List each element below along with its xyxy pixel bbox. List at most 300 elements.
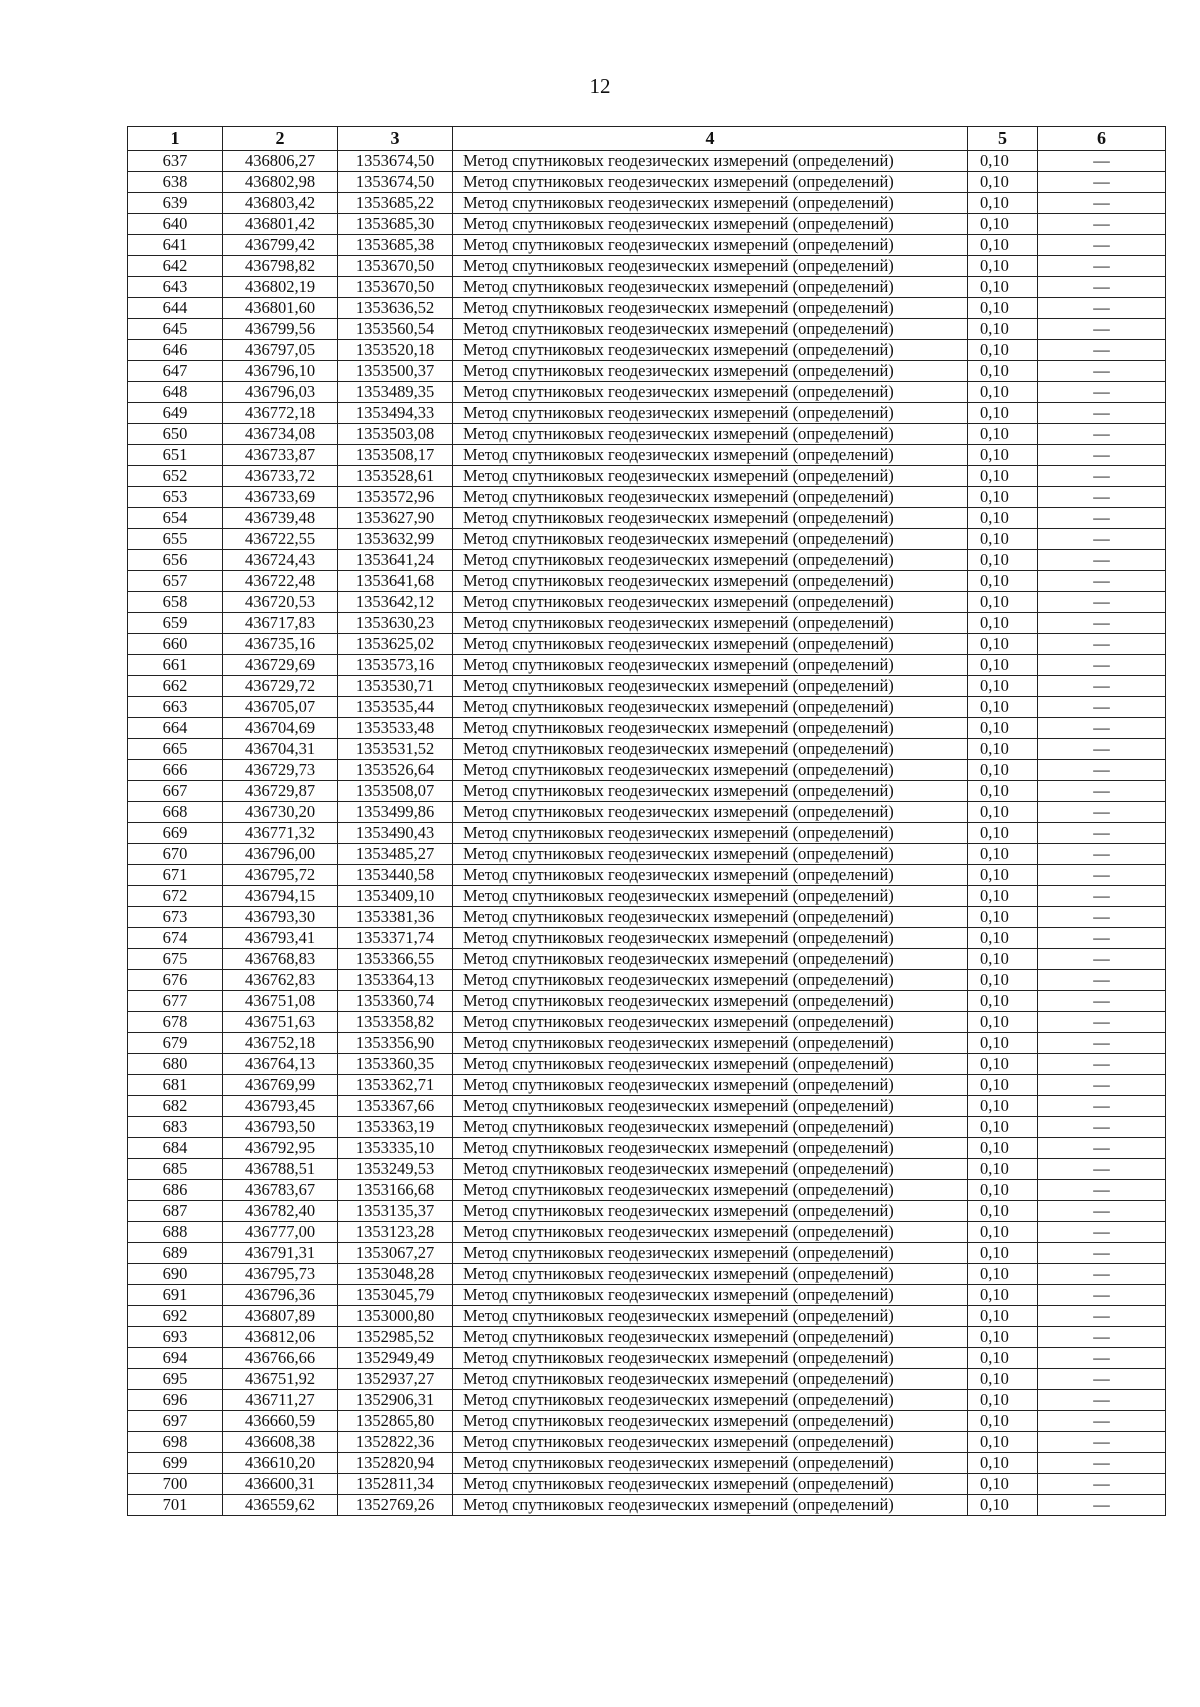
x-coordinate-cell: 436705,07 — [223, 697, 338, 718]
y-coordinate-cell: 1353627,90 — [338, 508, 453, 529]
description-cell: — — [1038, 1054, 1166, 1075]
accuracy-cell: 0,10 — [968, 949, 1038, 970]
accuracy-cell: 0,10 — [968, 466, 1038, 487]
method-cell: Метод спутниковых геодезических измерений (определений) — [453, 571, 968, 592]
accuracy-cell: 0,10 — [968, 1222, 1038, 1243]
description-cell: — — [1038, 1411, 1166, 1432]
description-cell: — — [1038, 277, 1166, 298]
y-coordinate-cell: 1353642,12 — [338, 592, 453, 613]
method-cell: Метод спутниковых геодезических измерений (определений) — [453, 1075, 968, 1096]
x-coordinate-cell: 436793,50 — [223, 1117, 338, 1138]
method-cell: Метод спутниковых геодезических измерений (определений) — [453, 151, 968, 172]
point-number-cell: 655 — [128, 529, 223, 550]
description-cell: — — [1038, 550, 1166, 571]
accuracy-cell: 0,10 — [968, 1033, 1038, 1054]
table-row — [128, 592, 1166, 613]
y-coordinate-cell: 1353000,80 — [338, 1306, 453, 1327]
accuracy-cell: 0,10 — [968, 1138, 1038, 1159]
description-cell: — — [1038, 1327, 1166, 1348]
description-cell: — — [1038, 1012, 1166, 1033]
description-cell: — — [1038, 298, 1166, 319]
description-cell: — — [1038, 571, 1166, 592]
table-row — [128, 214, 1166, 235]
description-cell: — — [1038, 760, 1166, 781]
table-row — [128, 634, 1166, 655]
point-number-cell: 663 — [128, 697, 223, 718]
accuracy-cell: 0,10 — [968, 1306, 1038, 1327]
x-coordinate-cell: 436783,67 — [223, 1180, 338, 1201]
method-cell: Метод спутниковых геодезических измерений (определений) — [453, 1495, 968, 1516]
method-cell: Метод спутниковых геодезических измерений (определений) — [453, 634, 968, 655]
accuracy-cell: 0,10 — [968, 697, 1038, 718]
point-number-cell: 650 — [128, 424, 223, 445]
point-number-cell: 648 — [128, 382, 223, 403]
accuracy-cell: 0,10 — [968, 1474, 1038, 1495]
description-cell: — — [1038, 1138, 1166, 1159]
point-number-cell: 643 — [128, 277, 223, 298]
y-coordinate-cell: 1353367,66 — [338, 1096, 453, 1117]
method-cell: Метод спутниковых геодезических измерений (определений) — [453, 1096, 968, 1117]
method-cell: Метод спутниковых геодезических измерений (определений) — [453, 277, 968, 298]
x-coordinate-cell: 436730,20 — [223, 802, 338, 823]
table-row — [128, 949, 1166, 970]
description-cell: — — [1038, 1201, 1166, 1222]
table-row — [128, 1180, 1166, 1201]
table-row — [128, 991, 1166, 1012]
description-cell: — — [1038, 1180, 1166, 1201]
accuracy-cell: 0,10 — [968, 151, 1038, 172]
y-coordinate-cell: 1353641,24 — [338, 550, 453, 571]
y-coordinate-cell: 1352811,34 — [338, 1474, 453, 1495]
y-coordinate-cell: 1353440,58 — [338, 865, 453, 886]
table-row — [128, 550, 1166, 571]
method-cell: Метод спутниковых геодезических измерений (определений) — [453, 1453, 968, 1474]
description-cell: — — [1038, 445, 1166, 466]
y-coordinate-cell: 1353381,36 — [338, 907, 453, 928]
y-coordinate-cell: 1353048,28 — [338, 1264, 453, 1285]
table-row — [128, 1390, 1166, 1411]
accuracy-cell: 0,10 — [968, 802, 1038, 823]
table-row — [128, 1495, 1166, 1516]
table-row — [128, 193, 1166, 214]
description-cell: — — [1038, 1159, 1166, 1180]
method-cell: Метод спутниковых геодезических измерений (определений) — [453, 718, 968, 739]
accuracy-cell: 0,10 — [968, 172, 1038, 193]
table-row — [128, 1348, 1166, 1369]
y-coordinate-cell: 1352865,80 — [338, 1411, 453, 1432]
point-number-cell: 670 — [128, 844, 223, 865]
table-row — [128, 487, 1166, 508]
x-coordinate-cell: 436600,31 — [223, 1474, 338, 1495]
method-cell: Метод спутниковых геодезических измерений (определений) — [453, 340, 968, 361]
x-coordinate-cell: 436796,36 — [223, 1285, 338, 1306]
point-number-cell: 665 — [128, 739, 223, 760]
accuracy-cell: 0,10 — [968, 718, 1038, 739]
y-coordinate-cell: 1352949,49 — [338, 1348, 453, 1369]
description-cell: — — [1038, 1306, 1166, 1327]
description-cell: — — [1038, 1243, 1166, 1264]
x-coordinate-cell: 436798,82 — [223, 256, 338, 277]
accuracy-cell: 0,10 — [968, 865, 1038, 886]
point-number-cell: 694 — [128, 1348, 223, 1369]
table-row — [128, 865, 1166, 886]
accuracy-cell: 0,10 — [968, 1201, 1038, 1222]
point-number-cell: 653 — [128, 487, 223, 508]
y-coordinate-cell: 1353530,71 — [338, 676, 453, 697]
point-number-cell: 668 — [128, 802, 223, 823]
y-coordinate-cell: 1353358,82 — [338, 1012, 453, 1033]
y-coordinate-cell: 1353366,55 — [338, 949, 453, 970]
description-cell: — — [1038, 235, 1166, 256]
description-cell: — — [1038, 697, 1166, 718]
x-coordinate-cell: 436764,13 — [223, 1054, 338, 1075]
point-number-cell: 690 — [128, 1264, 223, 1285]
table-row — [128, 613, 1166, 634]
point-number-cell: 662 — [128, 676, 223, 697]
y-coordinate-cell: 1353490,43 — [338, 823, 453, 844]
x-coordinate-cell: 436729,73 — [223, 760, 338, 781]
page-number: 12 — [589, 74, 611, 98]
x-coordinate-cell: 436777,00 — [223, 1222, 338, 1243]
y-coordinate-cell: 1353166,68 — [338, 1180, 453, 1201]
table-row — [128, 1012, 1166, 1033]
table-row — [128, 676, 1166, 697]
table-row — [128, 1117, 1166, 1138]
point-number-cell: 644 — [128, 298, 223, 319]
method-cell: Метод спутниковых геодезических измерений (определений) — [453, 949, 968, 970]
point-number-cell: 680 — [128, 1054, 223, 1075]
point-number-cell: 693 — [128, 1327, 223, 1348]
point-number-cell: 652 — [128, 466, 223, 487]
point-number-cell: 700 — [128, 1474, 223, 1495]
x-coordinate-cell: 436802,19 — [223, 277, 338, 298]
point-number-cell: 697 — [128, 1411, 223, 1432]
description-cell: — — [1038, 781, 1166, 802]
description-cell: — — [1038, 1096, 1166, 1117]
coordinates-table — [127, 126, 1166, 1516]
table-row — [128, 697, 1166, 718]
table-row — [128, 1474, 1166, 1495]
table-row — [128, 739, 1166, 760]
accuracy-cell: 0,10 — [968, 1264, 1038, 1285]
x-coordinate-cell: 436733,87 — [223, 445, 338, 466]
x-coordinate-cell: 436769,99 — [223, 1075, 338, 1096]
method-cell: Метод спутниковых геодезических измерений (определений) — [453, 655, 968, 676]
accuracy-cell: 0,10 — [968, 1453, 1038, 1474]
table-row — [128, 340, 1166, 361]
method-cell: Метод спутниковых геодезических измерений (определений) — [453, 1306, 968, 1327]
point-number-cell: 647 — [128, 361, 223, 382]
y-coordinate-cell: 1352906,31 — [338, 1390, 453, 1411]
y-coordinate-cell: 1353520,18 — [338, 340, 453, 361]
point-number-cell: 682 — [128, 1096, 223, 1117]
x-coordinate-cell: 436608,38 — [223, 1432, 338, 1453]
table-row — [128, 1243, 1166, 1264]
y-coordinate-cell: 1353360,35 — [338, 1054, 453, 1075]
x-coordinate-cell: 436793,30 — [223, 907, 338, 928]
accuracy-cell: 0,10 — [968, 823, 1038, 844]
table-row — [128, 361, 1166, 382]
accuracy-cell: 0,10 — [968, 781, 1038, 802]
description-cell: — — [1038, 1264, 1166, 1285]
point-number-cell: 658 — [128, 592, 223, 613]
accuracy-cell: 0,10 — [968, 1327, 1038, 1348]
accuracy-cell: 0,10 — [968, 676, 1038, 697]
point-number-cell: 661 — [128, 655, 223, 676]
table-row — [128, 970, 1166, 991]
y-coordinate-cell: 1353364,13 — [338, 970, 453, 991]
accuracy-cell: 0,10 — [968, 571, 1038, 592]
accuracy-cell: 0,10 — [968, 991, 1038, 1012]
method-cell: Метод спутниковых геодезических измерений (определений) — [453, 928, 968, 949]
x-coordinate-cell: 436794,15 — [223, 886, 338, 907]
method-cell: Метод спутниковых геодезических измерений (определений) — [453, 1285, 968, 1306]
description-cell: — — [1038, 508, 1166, 529]
table-row — [128, 1054, 1166, 1075]
x-coordinate-cell: 436807,89 — [223, 1306, 338, 1327]
table-row — [128, 1285, 1166, 1306]
table-row — [128, 1159, 1166, 1180]
table-row — [128, 886, 1166, 907]
description-cell: — — [1038, 592, 1166, 613]
point-number-cell: 657 — [128, 571, 223, 592]
x-coordinate-cell: 436795,73 — [223, 1264, 338, 1285]
accuracy-cell: 0,10 — [968, 550, 1038, 571]
point-number-cell: 646 — [128, 340, 223, 361]
y-coordinate-cell: 1353360,74 — [338, 991, 453, 1012]
y-coordinate-cell: 1353572,96 — [338, 487, 453, 508]
method-cell: Метод спутниковых геодезических измерений (определений) — [453, 1033, 968, 1054]
description-cell: — — [1038, 1453, 1166, 1474]
point-number-cell: 645 — [128, 319, 223, 340]
accuracy-cell: 0,10 — [968, 529, 1038, 550]
table-header-row — [128, 127, 1166, 151]
description-cell: — — [1038, 466, 1166, 487]
method-cell: Метод спутниковых геодезических измерений (определений) — [453, 1411, 968, 1432]
accuracy-cell: 0,10 — [968, 613, 1038, 634]
y-coordinate-cell: 1353560,54 — [338, 319, 453, 340]
x-coordinate-cell: 436733,69 — [223, 487, 338, 508]
y-coordinate-cell: 1353356,90 — [338, 1033, 453, 1054]
x-coordinate-cell: 436801,42 — [223, 214, 338, 235]
method-cell: Метод спутниковых геодезических измерений (определений) — [453, 445, 968, 466]
accuracy-cell: 0,10 — [968, 1432, 1038, 1453]
accuracy-cell: 0,10 — [968, 1075, 1038, 1096]
method-cell: Метод спутниковых геодезических измерений (определений) — [453, 487, 968, 508]
method-cell: Метод спутниковых геодезических измерений (определений) — [453, 1222, 968, 1243]
table-row — [128, 1369, 1166, 1390]
accuracy-cell: 0,10 — [968, 1117, 1038, 1138]
method-cell: Метод спутниковых геодезических измерений (определений) — [453, 592, 968, 613]
method-cell: Метод спутниковых геодезических измерений (определений) — [453, 886, 968, 907]
x-coordinate-cell: 436806,27 — [223, 151, 338, 172]
accuracy-cell: 0,10 — [968, 1285, 1038, 1306]
point-number-cell: 679 — [128, 1033, 223, 1054]
accuracy-cell: 0,10 — [968, 1495, 1038, 1516]
table-row — [128, 445, 1166, 466]
table-row — [128, 403, 1166, 424]
accuracy-cell: 0,10 — [968, 235, 1038, 256]
description-cell: — — [1038, 1222, 1166, 1243]
accuracy-cell: 0,10 — [968, 1054, 1038, 1075]
description-cell: — — [1038, 1117, 1166, 1138]
method-cell: Метод спутниковых геодезических измерений (определений) — [453, 676, 968, 697]
method-cell: Метод спутниковых геодезических измерений (определений) — [453, 1432, 968, 1453]
x-coordinate-cell: 436711,27 — [223, 1390, 338, 1411]
x-coordinate-cell: 436793,45 — [223, 1096, 338, 1117]
method-cell: Метод спутниковых геодезических измерений (определений) — [453, 235, 968, 256]
y-coordinate-cell: 1353362,71 — [338, 1075, 453, 1096]
description-cell: — — [1038, 928, 1166, 949]
table-row — [128, 928, 1166, 949]
description-cell: — — [1038, 970, 1166, 991]
method-cell: Метод спутниковых геодезических измерений (определений) — [453, 1117, 968, 1138]
x-coordinate-cell: 436739,48 — [223, 508, 338, 529]
description-cell: — — [1038, 655, 1166, 676]
x-coordinate-cell: 436735,16 — [223, 634, 338, 655]
method-cell: Метод спутниковых геодезических измерений (определений) — [453, 466, 968, 487]
y-coordinate-cell: 1353503,08 — [338, 424, 453, 445]
x-coordinate-cell: 436796,00 — [223, 844, 338, 865]
point-number-cell: 669 — [128, 823, 223, 844]
accuracy-cell: 0,10 — [968, 319, 1038, 340]
description-cell: — — [1038, 1432, 1166, 1453]
y-coordinate-cell: 1353489,35 — [338, 382, 453, 403]
point-number-cell: 685 — [128, 1159, 223, 1180]
table-row — [128, 823, 1166, 844]
accuracy-cell: 0,10 — [968, 277, 1038, 298]
accuracy-cell: 0,10 — [968, 1369, 1038, 1390]
method-cell: Метод спутниковых геодезических измерений (определений) — [453, 298, 968, 319]
description-cell: — — [1038, 802, 1166, 823]
x-coordinate-cell: 436796,03 — [223, 382, 338, 403]
x-coordinate-cell: 436751,63 — [223, 1012, 338, 1033]
table-row — [128, 907, 1166, 928]
description-cell: — — [1038, 193, 1166, 214]
x-coordinate-cell: 436752,18 — [223, 1033, 338, 1054]
method-cell: Метод спутниковых геодезических измерений (определений) — [453, 214, 968, 235]
y-coordinate-cell: 1353528,61 — [338, 466, 453, 487]
description-cell: — — [1038, 1495, 1166, 1516]
description-cell: — — [1038, 844, 1166, 865]
description-cell: — — [1038, 907, 1166, 928]
description-cell: — — [1038, 1285, 1166, 1306]
y-coordinate-cell: 1353625,02 — [338, 634, 453, 655]
accuracy-cell: 0,10 — [968, 655, 1038, 676]
description-cell: — — [1038, 1348, 1166, 1369]
y-coordinate-cell: 1353499,86 — [338, 802, 453, 823]
table-row — [128, 1033, 1166, 1054]
method-cell: Метод спутниковых геодезических измерений (определений) — [453, 823, 968, 844]
y-coordinate-cell: 1353123,28 — [338, 1222, 453, 1243]
table-row — [128, 571, 1166, 592]
description-cell: — — [1038, 1474, 1166, 1495]
y-coordinate-cell: 1353363,19 — [338, 1117, 453, 1138]
method-cell: Метод спутниковых геодезических измерений (определений) — [453, 319, 968, 340]
table-row — [128, 1201, 1166, 1222]
y-coordinate-cell: 1353335,10 — [338, 1138, 453, 1159]
accuracy-cell: 0,10 — [968, 928, 1038, 949]
y-coordinate-cell: 1353573,16 — [338, 655, 453, 676]
point-number-cell: 639 — [128, 193, 223, 214]
method-cell: Метод спутниковых геодезических измерений (определений) — [453, 193, 968, 214]
description-cell: — — [1038, 340, 1166, 361]
description-cell: — — [1038, 991, 1166, 1012]
x-coordinate-cell: 436724,43 — [223, 550, 338, 571]
y-coordinate-cell: 1353685,38 — [338, 235, 453, 256]
x-coordinate-cell: 436704,69 — [223, 718, 338, 739]
description-cell: — — [1038, 1075, 1166, 1096]
point-number-cell: 649 — [128, 403, 223, 424]
x-coordinate-cell: 436799,56 — [223, 319, 338, 340]
accuracy-cell: 0,10 — [968, 340, 1038, 361]
point-number-cell: 659 — [128, 613, 223, 634]
accuracy-cell: 0,10 — [968, 403, 1038, 424]
y-coordinate-cell: 1352820,94 — [338, 1453, 453, 1474]
method-cell: Метод спутниковых геодезических измерений (определений) — [453, 1054, 968, 1075]
method-cell: Метод спутниковых геодезических измерений (определений) — [453, 1348, 968, 1369]
accuracy-cell: 0,10 — [968, 382, 1038, 403]
accuracy-cell: 0,10 — [968, 886, 1038, 907]
method-cell: Метод спутниковых геодезических измерений (определений) — [453, 844, 968, 865]
method-cell: Метод спутниковых геодезических измерений (определений) — [453, 1369, 968, 1390]
y-coordinate-cell: 1353508,17 — [338, 445, 453, 466]
table-row — [128, 1222, 1166, 1243]
x-coordinate-cell: 436729,72 — [223, 676, 338, 697]
accuracy-cell: 0,10 — [968, 487, 1038, 508]
y-coordinate-cell: 1353685,30 — [338, 214, 453, 235]
description-cell: — — [1038, 382, 1166, 403]
point-number-cell: 664 — [128, 718, 223, 739]
accuracy-cell: 0,10 — [968, 361, 1038, 382]
x-coordinate-cell: 436720,53 — [223, 592, 338, 613]
x-coordinate-cell: 436733,72 — [223, 466, 338, 487]
accuracy-cell: 0,10 — [968, 844, 1038, 865]
table-row — [128, 424, 1166, 445]
x-coordinate-cell: 436788,51 — [223, 1159, 338, 1180]
table-row — [128, 1096, 1166, 1117]
point-number-cell: 676 — [128, 970, 223, 991]
table-row — [128, 844, 1166, 865]
description-cell: — — [1038, 361, 1166, 382]
y-coordinate-cell: 1352769,26 — [338, 1495, 453, 1516]
method-cell: Метод спутниковых геодезических измерений (определений) — [453, 907, 968, 928]
method-cell: Метод спутниковых геодезических измерений (определений) — [453, 1159, 968, 1180]
method-cell: Метод спутниковых геодезических измерений (определений) — [453, 1180, 968, 1201]
x-coordinate-cell: 436559,62 — [223, 1495, 338, 1516]
description-cell: — — [1038, 529, 1166, 550]
table-row — [128, 319, 1166, 340]
y-coordinate-cell: 1353632,99 — [338, 529, 453, 550]
y-coordinate-cell: 1353500,37 — [338, 361, 453, 382]
table-row — [128, 1453, 1166, 1474]
method-cell: Метод спутниковых геодезических измерений (определений) — [453, 739, 968, 760]
x-coordinate-cell: 436751,08 — [223, 991, 338, 1012]
method-cell: Метод спутниковых геодезических измерений (определений) — [453, 1012, 968, 1033]
x-coordinate-cell: 436772,18 — [223, 403, 338, 424]
method-cell: Метод спутниковых геодезических измерений (определений) — [453, 1390, 968, 1411]
column-header: 3 — [338, 127, 453, 151]
table-row — [128, 1411, 1166, 1432]
table-row — [128, 256, 1166, 277]
table-row — [128, 1327, 1166, 1348]
description-cell: — — [1038, 1033, 1166, 1054]
x-coordinate-cell: 436766,66 — [223, 1348, 338, 1369]
description-cell: — — [1038, 172, 1166, 193]
method-cell: Метод спутниковых геодезических измерений (определений) — [453, 1327, 968, 1348]
description-cell: — — [1038, 613, 1166, 634]
point-number-cell: 674 — [128, 928, 223, 949]
